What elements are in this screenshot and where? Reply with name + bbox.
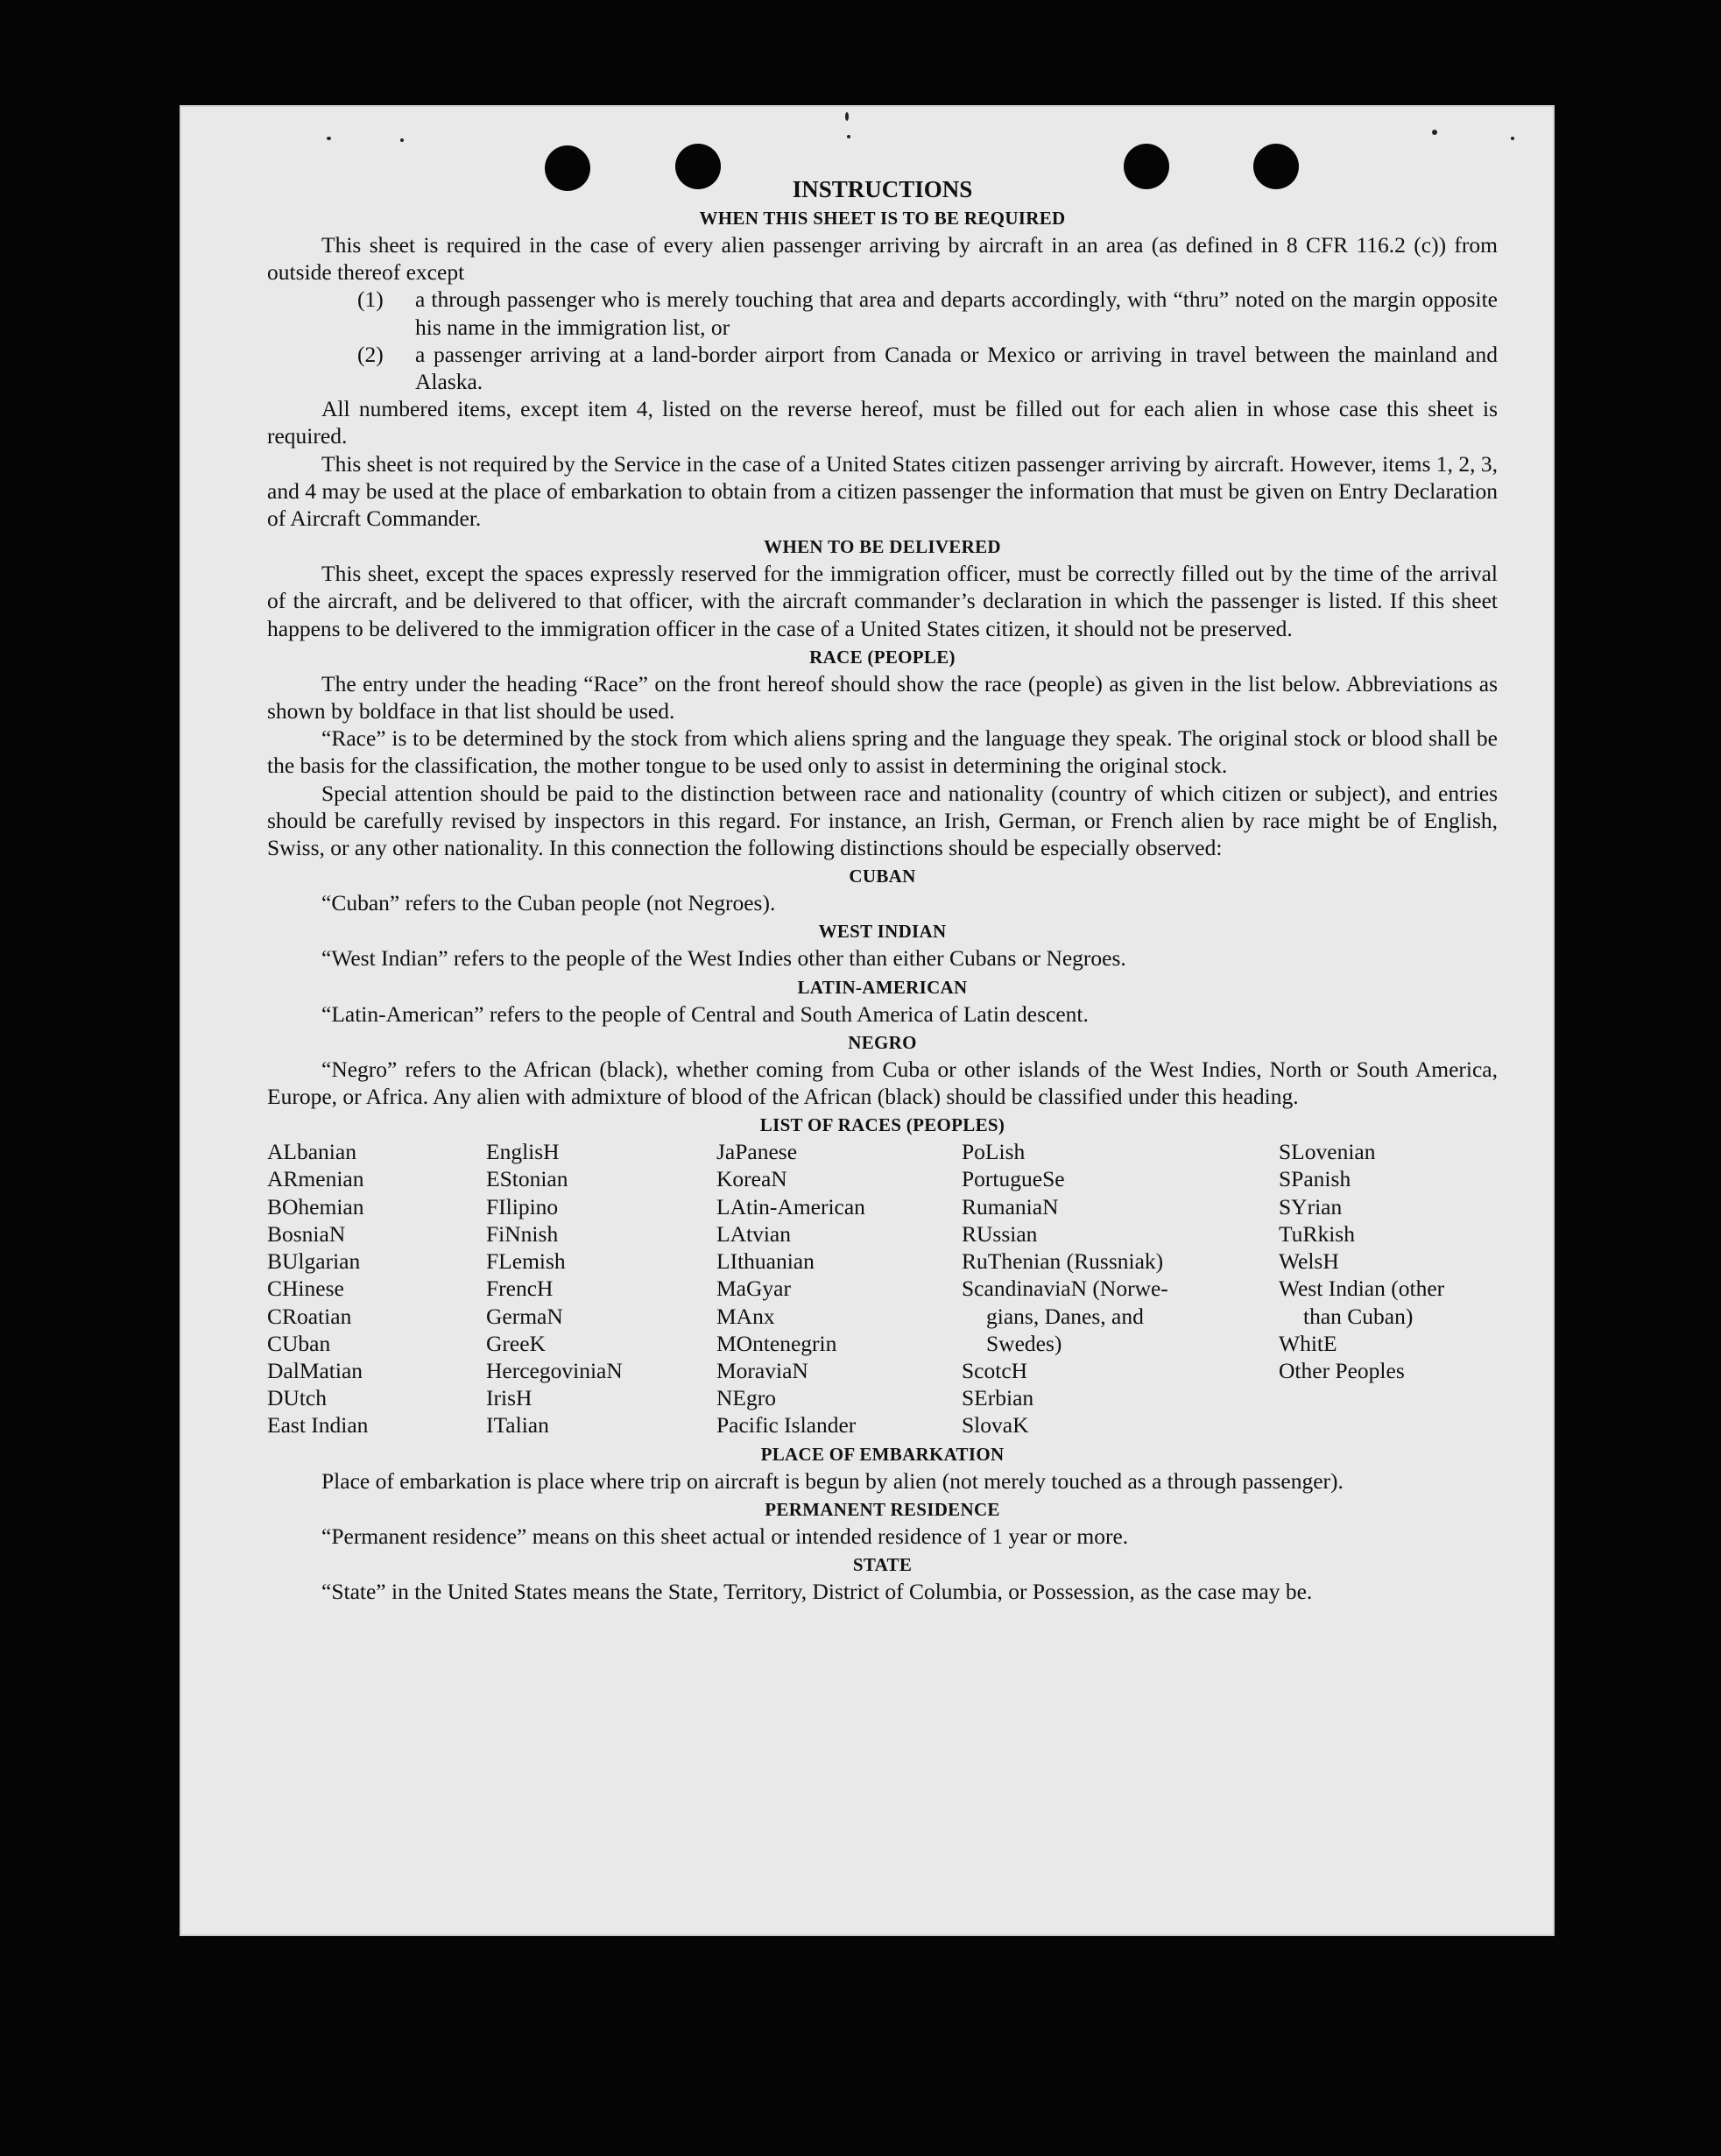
race-entry: SErbian bbox=[962, 1385, 1034, 1411]
race-entry: WhitE bbox=[1279, 1330, 1337, 1356]
section-heading: STATE bbox=[852, 1553, 913, 1575]
race-entry: EnglisH bbox=[486, 1139, 560, 1165]
race-entry: gians, Danes, and bbox=[986, 1303, 1144, 1329]
race-entry: MOntenegrin bbox=[716, 1330, 837, 1356]
race-entry: TuRkish bbox=[1279, 1220, 1355, 1247]
race-entry: BOhemian bbox=[267, 1193, 364, 1219]
race-entry: RUssian bbox=[962, 1220, 1038, 1247]
paragraph: “State” in the United States means the State, Territory, District of Columbia, or Possession, as the case may be. bbox=[321, 1578, 1313, 1604]
document-title: INSTRUCTIONS bbox=[792, 176, 973, 202]
instructions-text bbox=[267, 175, 1498, 1605]
race-entry: than Cuban) bbox=[1303, 1303, 1414, 1329]
item-text: a through passenger who is merely touching that area and departs accordingly, with “thru” noted on the margin opposite his name in the immigration list, or bbox=[415, 286, 1498, 340]
section-heading: LIST OF RACES (PEOPLES) bbox=[759, 1114, 1005, 1136]
race-entry: RumaniaN bbox=[962, 1193, 1059, 1219]
race-entry: ScandinaviaN (Norwe- bbox=[962, 1276, 1168, 1302]
race-entry: CHinese bbox=[267, 1276, 344, 1302]
speck bbox=[1432, 130, 1437, 135]
race-entry: DalMatian bbox=[267, 1357, 363, 1383]
race-entry: SlovaK bbox=[962, 1412, 1029, 1439]
race-column bbox=[962, 1138, 1279, 1439]
list-item bbox=[357, 286, 1498, 340]
section-heading: NEGRO bbox=[848, 1031, 917, 1053]
race-column bbox=[1279, 1138, 1498, 1439]
paragraph: “West Indian” refers to the people of the West Indies other than either Cubans or Negroes. bbox=[321, 945, 1126, 972]
paragraph: This sheet, except the spaces expressly reserved for the immigration officer, must be correctly filled out by the time of the arrival of the aircraft, and be delivered to that officer, with the aircraft commander’s declaration in which the passenger is listed. If this sheet happens to be delivered to the immigration officer in the case of a United States citizen, it should not be preserved. bbox=[267, 561, 1498, 641]
speck bbox=[400, 138, 404, 142]
race-column bbox=[267, 1138, 486, 1439]
speck bbox=[1511, 137, 1514, 140]
race-entry: NEgro bbox=[716, 1385, 776, 1411]
race-entry: MaGyar bbox=[716, 1276, 791, 1302]
paragraph: “Latin-American” refers to the people of Central and South America of Latin descent. bbox=[321, 1000, 1089, 1027]
race-entry: GermaN bbox=[486, 1303, 563, 1329]
race-entry: RuThenian (Russniak) bbox=[962, 1248, 1164, 1275]
paragraph: The entry under the heading “Race” on the front hereof should show the race (people) as given in the list below. Abbreviations as shown by boldface in that list should be used. bbox=[267, 670, 1498, 725]
paragraph: Place of embarkation is place where trip on aircraft is begun by alien (not merely touched as a through passenger). bbox=[321, 1467, 1344, 1494]
race-entry: EStonian bbox=[486, 1166, 568, 1192]
list-item bbox=[357, 341, 1498, 395]
race-entry: GreeK bbox=[486, 1330, 546, 1356]
section-heading: PLACE OF EMBARKATION bbox=[760, 1443, 1005, 1465]
race-entry: SLovenian bbox=[1279, 1139, 1376, 1165]
section-heading: LATIN-AMERICAN bbox=[797, 976, 968, 998]
race-entry: FIlipino bbox=[486, 1193, 559, 1219]
paragraph: “Negro” refers to the African (black), whether coming from Cuba or other islands of the West Indies, North or South America, Europe, or Africa. Any alien with admixture of blood of the African (black) should be classified under this heading. bbox=[267, 1056, 1498, 1110]
race-entry: LIthuanian bbox=[716, 1248, 815, 1275]
race-entry: FiNnish bbox=[486, 1220, 559, 1247]
race-entry: SYrian bbox=[1279, 1193, 1343, 1219]
race-entry: ARmenian bbox=[267, 1166, 364, 1192]
race-column bbox=[486, 1138, 716, 1439]
race-entry: DUtch bbox=[267, 1385, 327, 1411]
race-entry: WelsH bbox=[1279, 1248, 1339, 1275]
section-heading: PERMANENT RESIDENCE bbox=[765, 1498, 1000, 1520]
race-entry: MoraviaN bbox=[716, 1357, 808, 1383]
race-entry: IrisH bbox=[486, 1385, 533, 1411]
race-entry: LAtvian bbox=[716, 1220, 791, 1247]
race-entry: PortugueSe bbox=[962, 1166, 1065, 1192]
paragraph: This sheet is required in the case of every alien passenger arriving by aircraft in an area (as defined in 8 CFR 116.2 (c)) from outside thereof except bbox=[267, 232, 1498, 286]
race-entry: HercegoviniaN bbox=[486, 1357, 623, 1383]
section-heading: RACE (PEOPLE) bbox=[809, 646, 956, 668]
race-entry: MAnx bbox=[716, 1303, 775, 1329]
race-entry: Pacific Islander bbox=[716, 1412, 857, 1439]
item-number: (2) bbox=[357, 341, 384, 367]
race-entry: Other Peoples bbox=[1279, 1357, 1405, 1383]
section-heading: WEST INDIAN bbox=[818, 921, 947, 943]
race-entry: Swedes) bbox=[986, 1330, 1062, 1356]
paragraph: This sheet is not required by the Service in the case of a United States citizen passenger arriving by aircraft. However, items 1, 2, 3, and 4 may be used at the place of embarkation to obtain from a citizen passenger the information that must be given on Entry Declaration of Aircraft Commander. bbox=[267, 450, 1498, 532]
race-entry: ScotcH bbox=[962, 1357, 1028, 1383]
paragraph: “Cuban” refers to the Cuban people (not Negroes). bbox=[321, 890, 776, 916]
paragraph: Special attention should be paid to the distinction between race and nationality (country of which citizen or subject), and entries should be carefully revised by inspectors in this regard. For instance, an Irish, German, or French alien by race might be of English, Swiss, or any other nationality. In this connection the following distinctions should be especially observed: bbox=[267, 780, 1498, 861]
race-entry: CRoatian bbox=[267, 1303, 352, 1329]
speck bbox=[847, 135, 850, 138]
race-entry: LAtin-American bbox=[716, 1193, 865, 1219]
race-column bbox=[716, 1138, 962, 1439]
race-entry: FLemish bbox=[486, 1248, 566, 1275]
paragraph: All numbered items, except item 4, listed on the reverse hereof, must be filled out for each alien in whose case this sheet is required. bbox=[267, 396, 1498, 449]
race-list bbox=[267, 1138, 1498, 1439]
section-heading: WHEN TO BE DELIVERED bbox=[764, 536, 1001, 558]
race-entry: BUlgarian bbox=[267, 1248, 361, 1275]
race-entry: West Indian (other bbox=[1279, 1276, 1445, 1302]
race-entry: East Indian bbox=[267, 1412, 369, 1439]
race-entry: ITalian bbox=[486, 1412, 549, 1439]
race-entry: CUban bbox=[267, 1330, 331, 1356]
item-number: (1) bbox=[357, 286, 384, 313]
exceptions-list bbox=[267, 286, 1498, 395]
race-entry: BosniaN bbox=[267, 1220, 346, 1247]
section-heading: CUBAN bbox=[849, 866, 916, 887]
document-page bbox=[180, 105, 1555, 1936]
race-entry: SPanish bbox=[1279, 1166, 1351, 1192]
speck bbox=[845, 112, 849, 121]
race-entry: PoLish bbox=[962, 1139, 1026, 1165]
section-heading: WHEN THIS SHEET IS TO BE REQUIRED bbox=[699, 208, 1066, 229]
paragraph: “Race” is to be determined by the stock from which aliens spring and the language they speak. The original stock or blood shall be the basis for the classification, the mother tongue to be used only to assist in determining the original stock. bbox=[267, 725, 1498, 779]
race-entry: JaPanese bbox=[716, 1139, 798, 1165]
race-entry: ALbanian bbox=[267, 1139, 356, 1165]
race-entry: FrencH bbox=[486, 1276, 554, 1302]
item-text: a passenger arriving at a land-border airport from Canada or Mexico or arriving in travel between the mainland and Alaska. bbox=[415, 341, 1498, 395]
race-entry: KoreaN bbox=[716, 1166, 787, 1192]
paragraph: “Permanent residence” means on this sheet actual or intended residence of 1 year or more. bbox=[321, 1523, 1129, 1549]
speck bbox=[327, 137, 331, 140]
